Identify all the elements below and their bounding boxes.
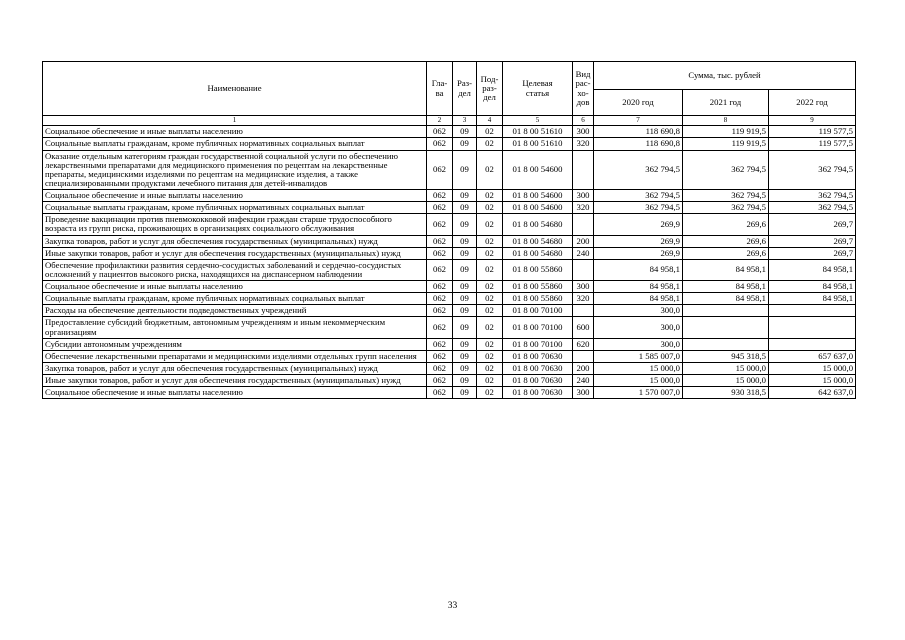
- expense-type-cell: 300: [573, 387, 594, 399]
- sum-2022-cell: 119 577,5: [769, 126, 856, 138]
- column-number: 3: [453, 116, 477, 126]
- razdel-cell: 09: [453, 305, 477, 317]
- expense-type-cell: 240: [573, 375, 594, 387]
- razdel-cell: 09: [453, 138, 477, 150]
- target-article-cell: 01 8 00 54680: [503, 235, 573, 247]
- podrazdel-cell: 02: [477, 202, 503, 214]
- glava-cell: 062: [427, 202, 453, 214]
- table-row: [43, 293, 856, 305]
- row-name-cell: Предоставление субсидий бюджетным, автономным учреждениям и иным некоммерческим организациям: [43, 317, 427, 338]
- podrazdel-cell: 02: [477, 305, 503, 317]
- target-article-cell: 01 8 00 70630: [503, 350, 573, 362]
- sum-2020-cell: 1 585 007,0: [594, 350, 683, 362]
- expense-type-cell: 300: [573, 190, 594, 202]
- sum-2022-cell: 269,7: [769, 247, 856, 259]
- sum-2021-cell: 84 958,1: [683, 281, 769, 293]
- row-name-cell: Социальные выплаты гражданам, кроме публичных нормативных социальных выплат: [43, 202, 427, 214]
- target-article-cell: 01 8 00 54680: [503, 214, 573, 235]
- podrazdel-cell: 02: [477, 338, 503, 350]
- table-row: [43, 375, 856, 387]
- header-podrazdel: Под- раз- дел: [477, 62, 503, 116]
- podrazdel-cell: 02: [477, 190, 503, 202]
- page-number: 33: [447, 601, 458, 611]
- podrazdel-cell: 02: [477, 138, 503, 150]
- expense-type-cell: 620: [573, 338, 594, 350]
- sum-2021-cell: [683, 305, 769, 317]
- razdel-cell: 09: [453, 338, 477, 350]
- razdel-cell: 09: [453, 375, 477, 387]
- row-name-cell: Закупка товаров, работ и услуг для обеспечения государственных (муниципальных) нужд: [43, 362, 427, 374]
- column-number: 1: [43, 116, 427, 126]
- podrazdel-cell: 02: [477, 259, 503, 280]
- podrazdel-cell: 02: [477, 350, 503, 362]
- table-row: [43, 305, 856, 317]
- sum-2020-cell: 300,0: [594, 317, 683, 338]
- table-row: [43, 247, 856, 259]
- row-name-cell: Иные закупки товаров, работ и услуг для обеспечения государственных (муниципальных) нужд: [43, 247, 427, 259]
- row-name-cell: Социальные выплаты гражданам, кроме публичных нормативных социальных выплат: [43, 293, 427, 305]
- glava-cell: 062: [427, 362, 453, 374]
- sum-2021-cell: 362 794,5: [683, 190, 769, 202]
- sum-2020-cell: 84 958,1: [594, 259, 683, 280]
- header-year-2020: 2020 год: [594, 90, 683, 116]
- sum-2020-cell: 269,9: [594, 235, 683, 247]
- expense-type-cell: 200: [573, 362, 594, 374]
- sum-2020-cell: 1 570 007,0: [594, 387, 683, 399]
- sum-2020-cell: 84 958,1: [594, 293, 683, 305]
- target-article-cell: 01 8 00 51610: [503, 138, 573, 150]
- sum-2022-cell: 362 794,5: [769, 150, 856, 190]
- expense-type-cell: 320: [573, 138, 594, 150]
- sum-2021-cell: 269,6: [683, 214, 769, 235]
- table-row: [43, 150, 856, 190]
- sum-2022-cell: [769, 305, 856, 317]
- sum-2020-cell: 84 958,1: [594, 281, 683, 293]
- sum-2020-cell: 15 000,0: [594, 362, 683, 374]
- sum-2022-cell: 657 637,0: [769, 350, 856, 362]
- budget-table-body: [43, 126, 856, 399]
- expense-type-cell: [573, 150, 594, 190]
- sum-2020-cell: 118 690,8: [594, 138, 683, 150]
- sum-2020-cell: 118 690,8: [594, 126, 683, 138]
- sum-2021-cell: 945 318,5: [683, 350, 769, 362]
- sum-2020-cell: 362 794,5: [594, 150, 683, 190]
- row-name-cell: Социальное обеспечение и иные выплаты населению: [43, 387, 427, 399]
- table-row: [43, 387, 856, 399]
- row-name-cell: Закупка товаров, работ и услуг для обеспечения государственных (муниципальных) нужд: [43, 235, 427, 247]
- razdel-cell: 09: [453, 214, 477, 235]
- target-article-cell: 01 8 00 54600: [503, 202, 573, 214]
- header-vid: Вид рас- хо- дов: [573, 62, 594, 116]
- podrazdel-cell: 02: [477, 293, 503, 305]
- target-article-cell: 01 8 00 54600: [503, 150, 573, 190]
- sum-2022-cell: 119 577,5: [769, 138, 856, 150]
- column-number-row: [43, 116, 856, 126]
- row-name-cell: Социальное обеспечение и иные выплаты населению: [43, 190, 427, 202]
- target-article-cell: 01 8 00 70630: [503, 362, 573, 374]
- razdel-cell: 09: [453, 150, 477, 190]
- sum-2021-cell: 362 794,5: [683, 150, 769, 190]
- podrazdel-cell: 02: [477, 247, 503, 259]
- razdel-cell: 09: [453, 235, 477, 247]
- column-number: 9: [769, 116, 856, 126]
- row-name-cell: Социальные выплаты гражданам, кроме публичных нормативных социальных выплат: [43, 138, 427, 150]
- target-article-cell: 01 8 00 51610: [503, 126, 573, 138]
- glava-cell: 062: [427, 235, 453, 247]
- column-number: 7: [594, 116, 683, 126]
- sum-2022-cell: [769, 317, 856, 338]
- expense-type-cell: 320: [573, 202, 594, 214]
- razdel-cell: 09: [453, 202, 477, 214]
- row-name-cell: Иные закупки товаров, работ и услуг для обеспечения государственных (муниципальных) нужд: [43, 375, 427, 387]
- target-article-cell: 01 8 00 70630: [503, 375, 573, 387]
- column-number: 6: [573, 116, 594, 126]
- target-article-cell: 01 8 00 55860: [503, 259, 573, 280]
- expense-type-cell: 300: [573, 126, 594, 138]
- row-name-cell: Расходы на обеспечение деятельности подведомственных учреждений: [43, 305, 427, 317]
- header-razdel: Раз- дел: [453, 62, 477, 116]
- sum-2021-cell: 84 958,1: [683, 293, 769, 305]
- target-article-cell: 01 8 00 70630: [503, 387, 573, 399]
- sum-2021-cell: 119 919,5: [683, 126, 769, 138]
- column-number: 2: [427, 116, 453, 126]
- header-target: Целевая статья: [503, 62, 573, 116]
- podrazdel-cell: 02: [477, 214, 503, 235]
- razdel-cell: 09: [453, 126, 477, 138]
- podrazdel-cell: 02: [477, 317, 503, 338]
- sum-2021-cell: 15 000,0: [683, 375, 769, 387]
- header-year-2022: 2022 год: [769, 90, 856, 116]
- expense-type-cell: 320: [573, 293, 594, 305]
- budget-table: [42, 61, 856, 399]
- expense-type-cell: [573, 259, 594, 280]
- header-glava: Гла- ва: [427, 62, 453, 116]
- razdel-cell: 09: [453, 387, 477, 399]
- sum-2020-cell: 300,0: [594, 305, 683, 317]
- glava-cell: 062: [427, 281, 453, 293]
- target-article-cell: 01 8 00 55860: [503, 293, 573, 305]
- razdel-cell: 09: [453, 293, 477, 305]
- glava-cell: 062: [427, 387, 453, 399]
- row-name-cell: Обеспечение профилактики развития сердечно-сосудистых заболеваний и сердечно-сосудистых осложнений у пациентов высокого риска, находящихся на диспансерном наблюдении: [43, 259, 427, 280]
- expense-type-cell: 240: [573, 247, 594, 259]
- sum-2020-cell: 269,9: [594, 247, 683, 259]
- target-article-cell: 01 8 00 55860: [503, 281, 573, 293]
- sum-2022-cell: 362 794,5: [769, 190, 856, 202]
- sum-2021-cell: [683, 317, 769, 338]
- sum-2021-cell: 269,6: [683, 235, 769, 247]
- razdel-cell: 09: [453, 281, 477, 293]
- razdel-cell: 09: [453, 362, 477, 374]
- glava-cell: 062: [427, 259, 453, 280]
- table-row: [43, 338, 856, 350]
- expense-type-cell: [573, 214, 594, 235]
- target-article-cell: 01 8 00 70100: [503, 317, 573, 338]
- glava-cell: 062: [427, 190, 453, 202]
- sum-2021-cell: 84 958,1: [683, 259, 769, 280]
- row-name-cell: Социальное обеспечение и иные выплаты населению: [43, 281, 427, 293]
- sum-2022-cell: [769, 338, 856, 350]
- podrazdel-cell: 02: [477, 235, 503, 247]
- table-row: [43, 202, 856, 214]
- sum-2022-cell: 269,7: [769, 214, 856, 235]
- table-row: [43, 138, 856, 150]
- glava-cell: 062: [427, 150, 453, 190]
- expense-type-cell: 200: [573, 235, 594, 247]
- table-row: [43, 235, 856, 247]
- table-row: [43, 350, 856, 362]
- target-article-cell: 01 8 00 70100: [503, 338, 573, 350]
- expense-type-cell: [573, 305, 594, 317]
- razdel-cell: 09: [453, 190, 477, 202]
- table-row: [43, 126, 856, 138]
- glava-cell: 062: [427, 338, 453, 350]
- row-name-cell: Проведение вакцинации против пневмококковой инфекции граждан старше трудоспособного возраста из групп риска, проживающих в организациях социального обслуживания: [43, 214, 427, 235]
- table-row: [43, 259, 856, 280]
- table-row: [43, 281, 856, 293]
- sum-2022-cell: 642 637,0: [769, 387, 856, 399]
- sum-2020-cell: 269,9: [594, 214, 683, 235]
- header-year-2021: 2021 год: [683, 90, 769, 116]
- target-article-cell: 01 8 00 70100: [503, 305, 573, 317]
- row-name-cell: Обеспечение лекарственными препаратами и медицинскими изделиями отдельных групп населения: [43, 350, 427, 362]
- podrazdel-cell: 02: [477, 362, 503, 374]
- glava-cell: 062: [427, 138, 453, 150]
- podrazdel-cell: 02: [477, 387, 503, 399]
- razdel-cell: 09: [453, 247, 477, 259]
- sum-2021-cell: [683, 338, 769, 350]
- expense-type-cell: 600: [573, 317, 594, 338]
- column-number: 4: [477, 116, 503, 126]
- glava-cell: 062: [427, 305, 453, 317]
- podrazdel-cell: 02: [477, 126, 503, 138]
- table-row: [43, 214, 856, 235]
- sum-2021-cell: 362 794,5: [683, 202, 769, 214]
- sum-2022-cell: 84 958,1: [769, 281, 856, 293]
- sum-2021-cell: 269,6: [683, 247, 769, 259]
- sum-2022-cell: 15 000,0: [769, 375, 856, 387]
- expense-type-cell: 300: [573, 281, 594, 293]
- razdel-cell: 09: [453, 317, 477, 338]
- sum-2022-cell: 15 000,0: [769, 362, 856, 374]
- sum-2021-cell: 930 318,5: [683, 387, 769, 399]
- row-name-cell: Субсидии автономным учреждениям: [43, 338, 427, 350]
- glava-cell: 062: [427, 350, 453, 362]
- sum-2021-cell: 15 000,0: [683, 362, 769, 374]
- glava-cell: 062: [427, 126, 453, 138]
- sum-2020-cell: 15 000,0: [594, 375, 683, 387]
- sum-2020-cell: 300,0: [594, 338, 683, 350]
- table-row: [43, 362, 856, 374]
- sum-2022-cell: 84 958,1: [769, 293, 856, 305]
- column-number: 8: [683, 116, 769, 126]
- row-name-cell: Социальное обеспечение и иные выплаты населению: [43, 126, 427, 138]
- razdel-cell: 09: [453, 259, 477, 280]
- sum-2022-cell: 84 958,1: [769, 259, 856, 280]
- glava-cell: 062: [427, 247, 453, 259]
- target-article-cell: 01 8 00 54600: [503, 190, 573, 202]
- glava-cell: 062: [427, 293, 453, 305]
- target-article-cell: 01 8 00 54680: [503, 247, 573, 259]
- table-row: [43, 190, 856, 202]
- table-row: [43, 317, 856, 338]
- sum-2022-cell: 362 794,5: [769, 202, 856, 214]
- header-name: Наименование: [43, 62, 427, 116]
- expense-type-cell: [573, 350, 594, 362]
- glava-cell: 062: [427, 375, 453, 387]
- glava-cell: 062: [427, 214, 453, 235]
- header-sum: Сумма, тыс. рублей: [594, 62, 856, 90]
- sum-2020-cell: 362 794,5: [594, 202, 683, 214]
- sum-2022-cell: 269,7: [769, 235, 856, 247]
- glava-cell: 062: [427, 317, 453, 338]
- row-name-cell: Оказание отдельным категориям граждан государственной социальной услуги по обеспечению лекарственными препаратами для медицинского применения по рецептам на лекарственные препараты, медицинскими изделиями по рецептам на медицинские изделия, а также специализированными продуктами лечебного питания для детей-инвалидов: [43, 150, 427, 190]
- podrazdel-cell: 02: [477, 375, 503, 387]
- podrazdel-cell: 02: [477, 150, 503, 190]
- column-number: 5: [503, 116, 573, 126]
- razdel-cell: 09: [453, 350, 477, 362]
- sum-2021-cell: 119 919,5: [683, 138, 769, 150]
- sum-2020-cell: 362 794,5: [594, 190, 683, 202]
- podrazdel-cell: 02: [477, 281, 503, 293]
